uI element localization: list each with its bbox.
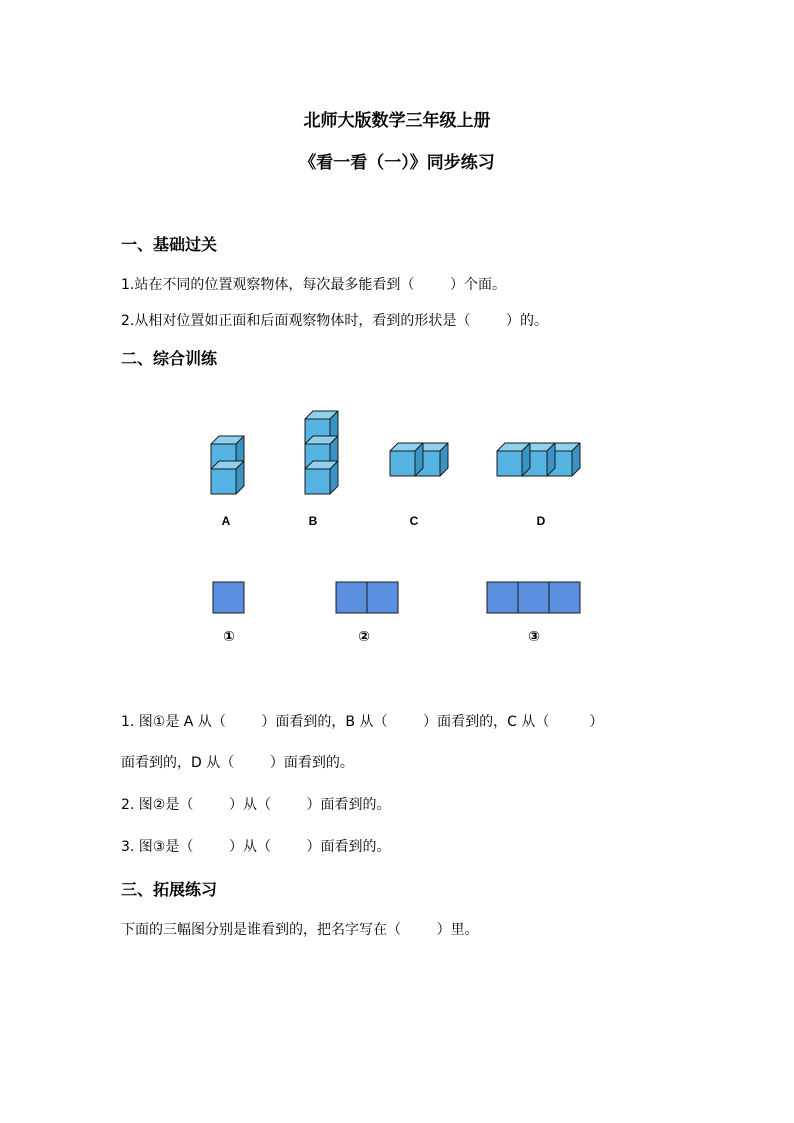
solid-label-d: D xyxy=(536,514,546,528)
page-subtitle: 《看一看（一）》同步练习 xyxy=(299,153,495,173)
cube-front-face xyxy=(390,451,415,476)
solid-d xyxy=(497,443,580,476)
solid-label-a: A xyxy=(221,514,231,528)
question-2-3: 3. 图③是（ ）从（ ）面看到的。 xyxy=(121,839,391,855)
page-title: 北师大版数学三年级上册 xyxy=(303,111,491,131)
view-square xyxy=(487,582,518,613)
question-2-1-line2: 面看到的，D 从（ ）面看到的。 xyxy=(121,755,354,771)
view-square xyxy=(518,582,549,613)
section-heading-comprehensive: 二、综合训练 xyxy=(121,349,218,368)
section-heading-basic: 一、基础过关 xyxy=(121,235,218,254)
solid-c xyxy=(390,443,448,476)
solid-b xyxy=(305,411,338,494)
view-label-1: ① xyxy=(223,629,235,645)
question-2-2: 2. 图②是（ ）从（ ）面看到的。 xyxy=(121,797,391,813)
view-square xyxy=(549,582,580,613)
view-1 xyxy=(213,582,244,613)
question-3-text: 下面的三幅图分别是谁看到的，把名字写在（ ）里。 xyxy=(121,922,479,938)
cube-front-face xyxy=(305,469,330,494)
view-square xyxy=(213,582,244,613)
view-square xyxy=(367,582,398,613)
view-label-3: ③ xyxy=(528,629,540,645)
view-3 xyxy=(487,582,580,613)
cube-front-face xyxy=(211,469,236,494)
solid-label-b: B xyxy=(308,514,318,528)
question-1-1: 1.站在不同的位置观察物体，每次最多能看到（ ）个面。 xyxy=(121,277,506,293)
view-square xyxy=(336,582,367,613)
view-2 xyxy=(336,582,398,613)
cube-front-face xyxy=(497,451,522,476)
solid-a xyxy=(211,436,244,494)
solid-label-c: C xyxy=(409,514,419,528)
question-2-1-line1: 1. 图①是 A 从（ ）面看到的，B 从（ ）面看到的，C 从（ ） xyxy=(121,714,604,730)
view-label-2: ② xyxy=(358,629,370,645)
section-heading-extension: 三、拓展练习 xyxy=(121,880,218,899)
question-1-2: 2.从相对位置如正面和后面观察物体时，看到的形状是（ ）的。 xyxy=(121,313,548,329)
